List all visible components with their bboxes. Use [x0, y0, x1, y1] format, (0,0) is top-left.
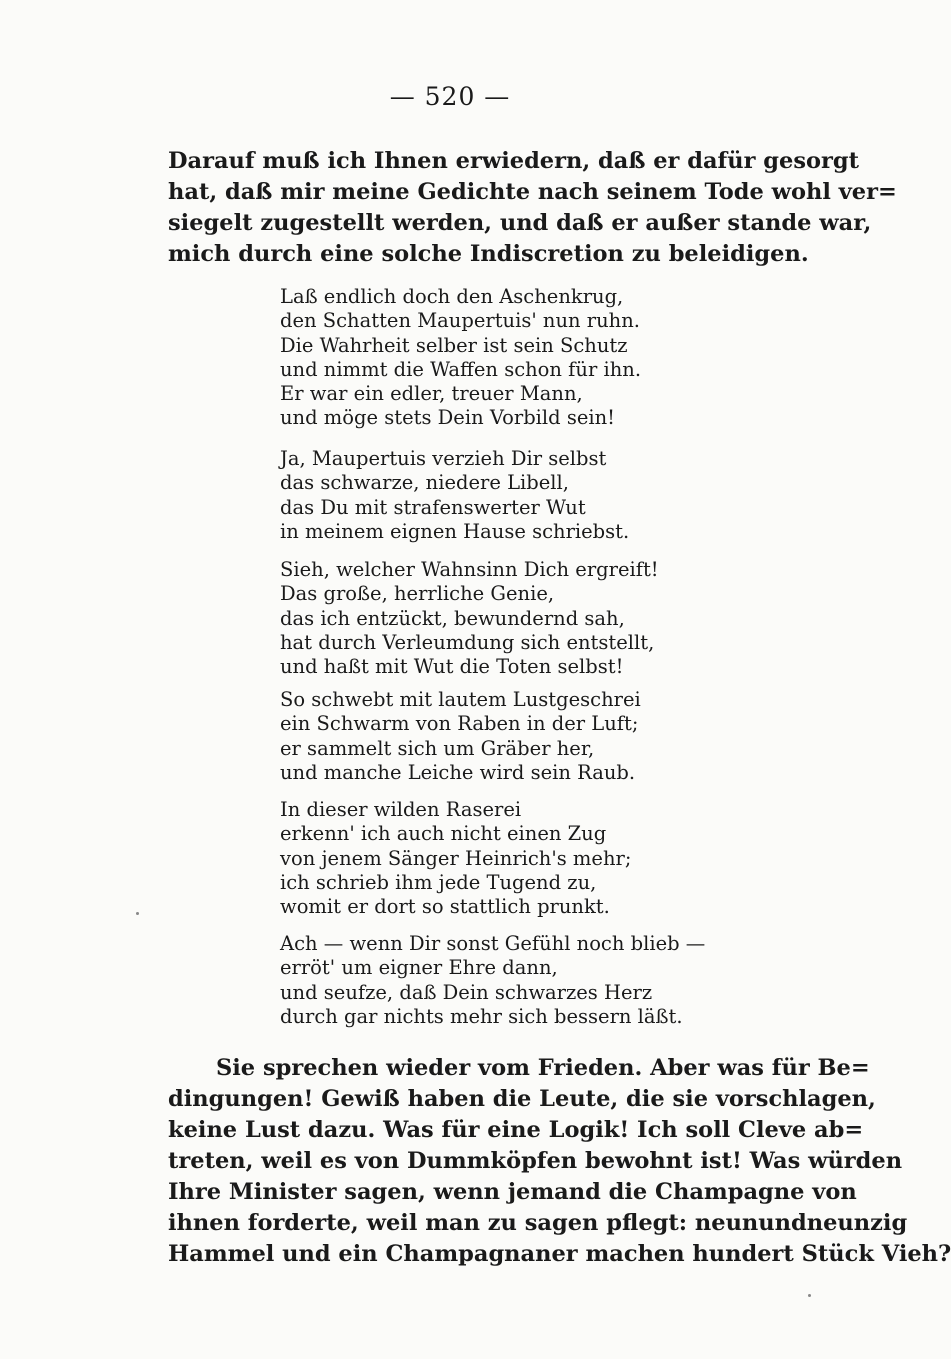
poem-line: den Schatten Maupertuis' nun ruhn.	[280, 309, 640, 333]
poem-stanza-1	[280, 285, 800, 431]
poem-line: Ach — wenn Dir sonst Gefühl noch blieb —	[280, 932, 706, 955]
poem-line: ein Schwarm von Raben in der Luft;	[280, 712, 639, 736]
poem-line: womit er dort so stattlich prunkt.	[280, 895, 610, 919]
prose-paragraph-bottom	[168, 1053, 951, 1270]
poem-line: Laß endlich doch den Aschenkrug,	[280, 285, 624, 308]
prose-line: siegelt zugestellt werden, und daß er außer stande war,	[168, 210, 872, 236]
prose-line: ihnen forderte, weil man zu sagen pflegt: neunundneunzig	[168, 1210, 908, 1236]
prose-line: Darauf muß ich Ihnen erwiedern, daß er dafür gesorgt	[168, 148, 859, 174]
paper-speck	[136, 912, 139, 915]
poem-line: und möge stets Dein Vorbild sein!	[280, 406, 616, 430]
prose-line: Hammel und ein Champagnaner machen hundert Stück Vieh?	[168, 1241, 951, 1267]
poem-line: das Du mit strafenswerter Wut	[280, 495, 586, 519]
poem-line: Das große, herrliche Genie,	[280, 582, 555, 606]
poem-line: und nimmt die Waffen schon für ihn.	[280, 357, 642, 381]
prose-line: Sie sprechen wieder vom Frieden. Aber was für Be=	[216, 1055, 870, 1081]
poem-line: hat durch Verleumdung sich entstellt,	[280, 630, 655, 654]
poem-stanza-3	[280, 558, 800, 679]
poem-line: und seufze, daß Dein schwarzes Herz	[280, 980, 653, 1004]
poem-line: das ich entzückt, bewundernd sah,	[280, 606, 625, 630]
poem-line: Sieh, welcher Wahnsinn Dich ergreift!	[280, 558, 659, 581]
poem-line: ich schrieb ihm jede Tugend zu,	[280, 870, 597, 894]
poem-line: Er war ein edler, treuer Mann,	[280, 382, 583, 406]
poem-stanza-6	[280, 932, 800, 1029]
prose-line: hat, daß mir meine Gedichte nach seinem Tode wohl ver=	[168, 179, 897, 205]
poem-line: und haßt mit Wut die Toten selbst!	[280, 655, 624, 679]
poem-line: erkenn' ich auch nicht einen Zug	[280, 822, 607, 846]
prose-paragraph-top	[168, 146, 897, 270]
prose-line: dingungen! Gewiß haben die Leute, die sie vorschlagen,	[168, 1086, 876, 1112]
prose-line: Ihre Minister sagen, wenn jemand die Champagne von	[168, 1179, 857, 1205]
poem-line: und manche Leiche wird sein Raub.	[280, 760, 636, 784]
poem-line: in meinem eignen Hause schriebst.	[280, 519, 630, 543]
poem-stanza-2	[280, 447, 800, 544]
poem-line: durch gar nichts mehr sich bessern läßt.	[280, 1004, 683, 1028]
prose-line: treten, weil es von Dummköpfen bewohnt ist! Was würden	[168, 1148, 903, 1174]
poem-line: Ja, Maupertuis verzieh Dir selbst	[280, 447, 607, 470]
prose-line: mich durch eine solche Indiscretion zu beleidigen.	[168, 241, 809, 267]
poem-line: In dieser wilden Raserei	[280, 798, 522, 821]
poem-stanza-5	[280, 798, 800, 919]
poem-line: er sammelt sich um Gräber her,	[280, 736, 595, 760]
poem-line: So schwebt mit lautem Lustgeschrei	[280, 688, 641, 711]
poem-line: erröt' um eigner Ehre dann,	[280, 956, 558, 980]
poem-line: das schwarze, niedere Libell,	[280, 471, 569, 495]
poem-stanza-4	[280, 688, 800, 785]
paper-speck	[808, 1294, 811, 1297]
page-number: — 520 —	[389, 82, 511, 111]
poem-line: von jenem Sänger Heinrich's mehr;	[280, 846, 632, 870]
prose-line: keine Lust dazu. Was für eine Logik! Ich soll Cleve ab=	[168, 1117, 864, 1143]
poem-line: Die Wahrheit selber ist sein Schutz	[280, 333, 628, 357]
